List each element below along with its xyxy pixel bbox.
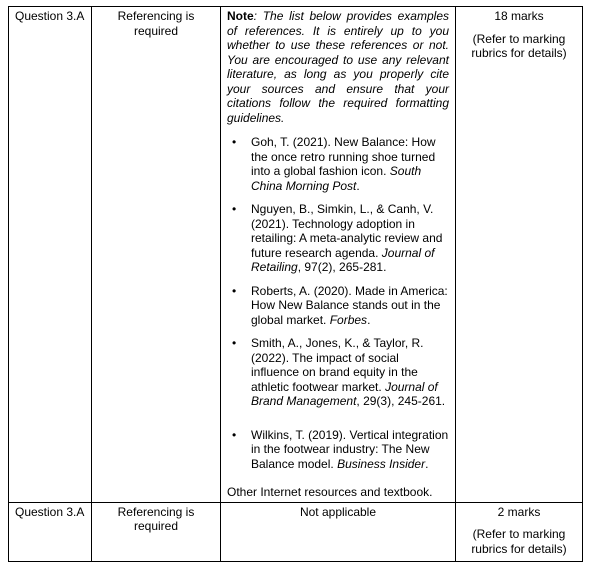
- reference-text: Goh, T. (2021). New Balance: How the once retro running shoe turned into a global fashion icon.: [251, 135, 436, 178]
- content-cell: Not applicable: [221, 502, 456, 561]
- reference-tail: , 29(3), 245-261.: [356, 394, 446, 408]
- reference-source: Business Insider: [337, 456, 426, 471]
- table-row: [9, 502, 583, 561]
- reference-item: [227, 135, 449, 193]
- bullet-icon: •: [232, 336, 237, 350]
- marks-cell: [456, 7, 583, 503]
- references-cell: [221, 7, 456, 503]
- requirement-cell: Referencing is required: [92, 7, 221, 503]
- reference-list: [227, 135, 449, 471]
- marks-note: (Refer to marking rubrics for details): [471, 31, 567, 60]
- reference-tail: , 97(2), 265-281.: [297, 260, 387, 274]
- requirement-cell: Referencing is required: [92, 502, 221, 561]
- reference-item: [227, 202, 449, 275]
- bullet-icon: •: [232, 202, 237, 216]
- reference-text: Wilkins, T. (2019). Vertical integration in the footwear industry: The New Balance model.: [251, 427, 449, 471]
- note-text: : The list below provides examples of references. It is entirely up to you whether to use these references or not. You are encouraged to use any relevant literature, as long as you properly cite your sources and ensure that your citations follow the required formatting guidelines.: [227, 9, 449, 125]
- reference-tail: .: [356, 178, 360, 193]
- marks-value: 18 marks: [494, 9, 544, 23]
- question-cell: Question 3.A: [9, 7, 92, 503]
- reference-text: Roberts, A. (2020). Made in America: How New Balance stands out in the global market.: [251, 283, 448, 327]
- reference-source: South China Morning Post: [251, 164, 422, 193]
- reference-tail: .: [425, 456, 429, 471]
- table-row: [9, 7, 583, 503]
- reference-source: Forbes: [329, 312, 368, 327]
- bullet-icon: •: [232, 283, 237, 298]
- note-label: Note: [227, 9, 254, 23]
- reference-text: Nguyen, B., Simkin, L., & Canh, V. (2021). Technology adoption in retailing: A meta-analytic review and future research agenda.: [251, 202, 443, 260]
- reference-item: [227, 336, 449, 409]
- bullet-icon: •: [232, 135, 237, 149]
- bullet-icon: •: [232, 427, 237, 442]
- question-cell: Question 3.A: [9, 502, 92, 561]
- marking-rubric-table: [8, 6, 583, 562]
- reference-source: Journal of Brand Management: [251, 379, 438, 408]
- reference-tail: .: [367, 312, 371, 327]
- reference-item: [227, 284, 449, 328]
- reference-source: Journal of Retailing: [251, 245, 435, 274]
- other-resources-text: Other Internet resources and textbook.: [227, 485, 433, 499]
- marks-cell: [456, 502, 583, 561]
- reference-text: Smith, A., Jones, K., & Taylor, R. (2022). The impact of social influence on brand equity in the athletic footwear market.: [251, 336, 424, 394]
- reference-item: [227, 428, 449, 472]
- marks-value: 2 marks: [497, 504, 541, 519]
- note-paragraph: [227, 9, 449, 125]
- marks-note: (Refer to marking rubrics for details): [471, 527, 567, 556]
